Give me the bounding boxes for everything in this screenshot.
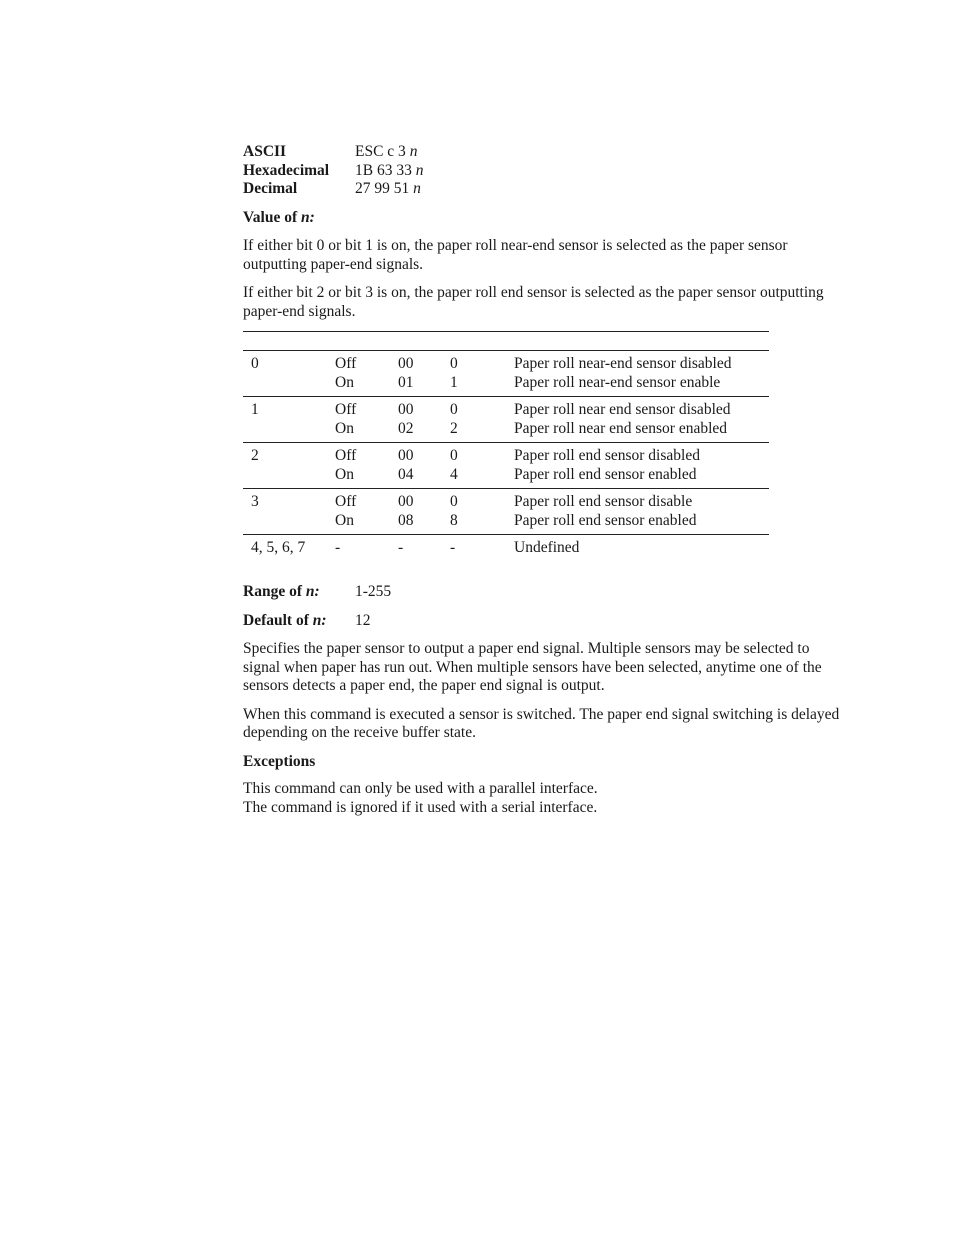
function-cell: Paper roll near-end sensor enable <box>514 374 721 391</box>
range-value: 1-255 <box>355 583 392 600</box>
hex-cell: 00 <box>398 493 414 510</box>
table-row-group <box>243 351 769 397</box>
table-row <box>243 466 769 485</box>
table-row <box>243 447 769 466</box>
exceptions-heading: Exceptions <box>243 752 316 770</box>
table-body <box>243 351 769 561</box>
table-row-group <box>243 443 769 489</box>
decimal-cell: 8 <box>450 512 458 529</box>
switch-cell: On <box>335 420 354 437</box>
table-row-group-inner <box>243 489 769 534</box>
intro-paragraph-1: If either bit 0 or bit 1 is on, the paper roll near-end sensor is selected as the paper sensor outputting paper-end signals. <box>243 237 788 273</box>
switch-cell: On <box>335 374 354 391</box>
range-row <box>243 583 849 602</box>
table-row <box>243 355 769 374</box>
switch-cell: Off <box>335 355 357 372</box>
value-of-n-heading: Value of n: <box>243 208 315 226</box>
switch-cell: Off <box>335 493 357 510</box>
switch-cell: On <box>335 512 354 529</box>
hex-cell: 02 <box>398 420 414 437</box>
hex-cell: - <box>398 539 404 556</box>
table-row-group <box>243 535 769 561</box>
bit-cell: 3 <box>251 493 259 510</box>
decimal-cell: 0 <box>450 355 458 372</box>
function-cell: Paper roll end sensor disable <box>514 493 693 510</box>
bit-cell: 0 <box>251 355 259 372</box>
decimal-cell: 0 <box>450 493 458 510</box>
function-cell: Paper roll end sensor enabled <box>514 512 697 529</box>
hex-value: 1B 63 33 n <box>355 161 424 179</box>
table-row-group <box>243 489 769 535</box>
hex-cell: 00 <box>398 401 414 418</box>
table-row-group <box>243 397 769 443</box>
hex-row <box>243 162 849 181</box>
hex-cell: 00 <box>398 355 414 372</box>
default-value: 12 <box>355 611 371 629</box>
hex-cell: 01 <box>398 374 414 391</box>
bit-cell <box>243 374 335 393</box>
ascii-label: ASCII <box>243 143 287 160</box>
bit-cell <box>243 512 335 531</box>
table-row <box>243 401 769 420</box>
hex-label: Hexadecimal <box>243 161 330 179</box>
switch-cell: Off <box>335 401 357 418</box>
table-row-group-inner <box>243 443 769 488</box>
switch-cell: On <box>335 466 354 483</box>
bit-cell <box>243 420 335 439</box>
table-header-rule <box>243 331 769 350</box>
switch-cell: Off <box>335 447 357 464</box>
decimal-label: Decimal <box>243 180 298 197</box>
table-row <box>243 420 769 439</box>
description-paragraph-2: When this command is executed a sensor is switched. The paper end signal switching is delayed depending on the receive buffer state. <box>243 705 840 741</box>
decimal-row <box>243 180 849 199</box>
table-row <box>243 493 769 512</box>
bit-function-table <box>243 331 769 561</box>
switch-cell: - <box>335 539 341 556</box>
ascii-row <box>243 143 849 162</box>
table-row <box>243 374 769 393</box>
description-paragraph-1: Specifies the paper sensor to output a paper end signal. Multiple sensors may be selected to signal when paper has run out. When multiple sensors have been selected, anytime one of the sensors detects a paper end, the paper end signal is output. <box>243 640 822 694</box>
function-cell: Paper roll near-end sensor disabled <box>514 355 732 372</box>
hex-cell: 04 <box>398 466 414 483</box>
default-row <box>243 612 849 631</box>
decimal-cell: - <box>450 539 456 556</box>
exception-line-2: The command is ignored if it used with a serial interface. <box>243 798 598 816</box>
bit-cell: 2 <box>251 447 259 464</box>
decimal-value: 27 99 51 n <box>355 180 421 197</box>
decimal-cell: 0 <box>450 401 458 418</box>
decimal-cell: 2 <box>450 420 458 437</box>
hex-cell: 00 <box>398 447 414 464</box>
function-cell: Paper roll end sensor disabled <box>514 447 700 464</box>
exceptions-text <box>243 780 849 817</box>
hex-cell: 08 <box>398 512 414 529</box>
decimal-cell: 0 <box>450 447 458 464</box>
function-cell: Paper roll near end sensor enabled <box>514 420 728 437</box>
table-row-group-inner <box>243 351 769 396</box>
document-page <box>243 143 849 817</box>
range-label: Range of n: <box>243 583 320 600</box>
intro-paragraph-2: If either bit 2 or bit 3 is on, the paper roll end sensor is selected as the paper sensor outputting paper-end signals. <box>243 284 824 320</box>
default-label: Default of n: <box>243 611 327 629</box>
table-row <box>243 512 769 531</box>
bit-cell <box>243 466 335 485</box>
decimal-cell: 4 <box>450 466 458 483</box>
exception-line-1: This command can only be used with a parallel interface. <box>243 780 598 797</box>
table-row <box>243 539 769 558</box>
bit-cell: 4, 5, 6, 7 <box>251 539 306 556</box>
function-cell: Paper roll near end sensor disabled <box>514 401 731 418</box>
decimal-cell: 1 <box>450 374 458 391</box>
function-cell: Undefined <box>514 539 580 556</box>
table-row-group-inner <box>243 397 769 442</box>
bit-cell: 1 <box>251 401 259 418</box>
table-row-group-inner <box>243 535 769 561</box>
command-codes <box>243 143 849 199</box>
function-cell: Paper roll end sensor enabled <box>514 466 697 483</box>
ascii-value: ESC c 3 n <box>355 143 418 160</box>
